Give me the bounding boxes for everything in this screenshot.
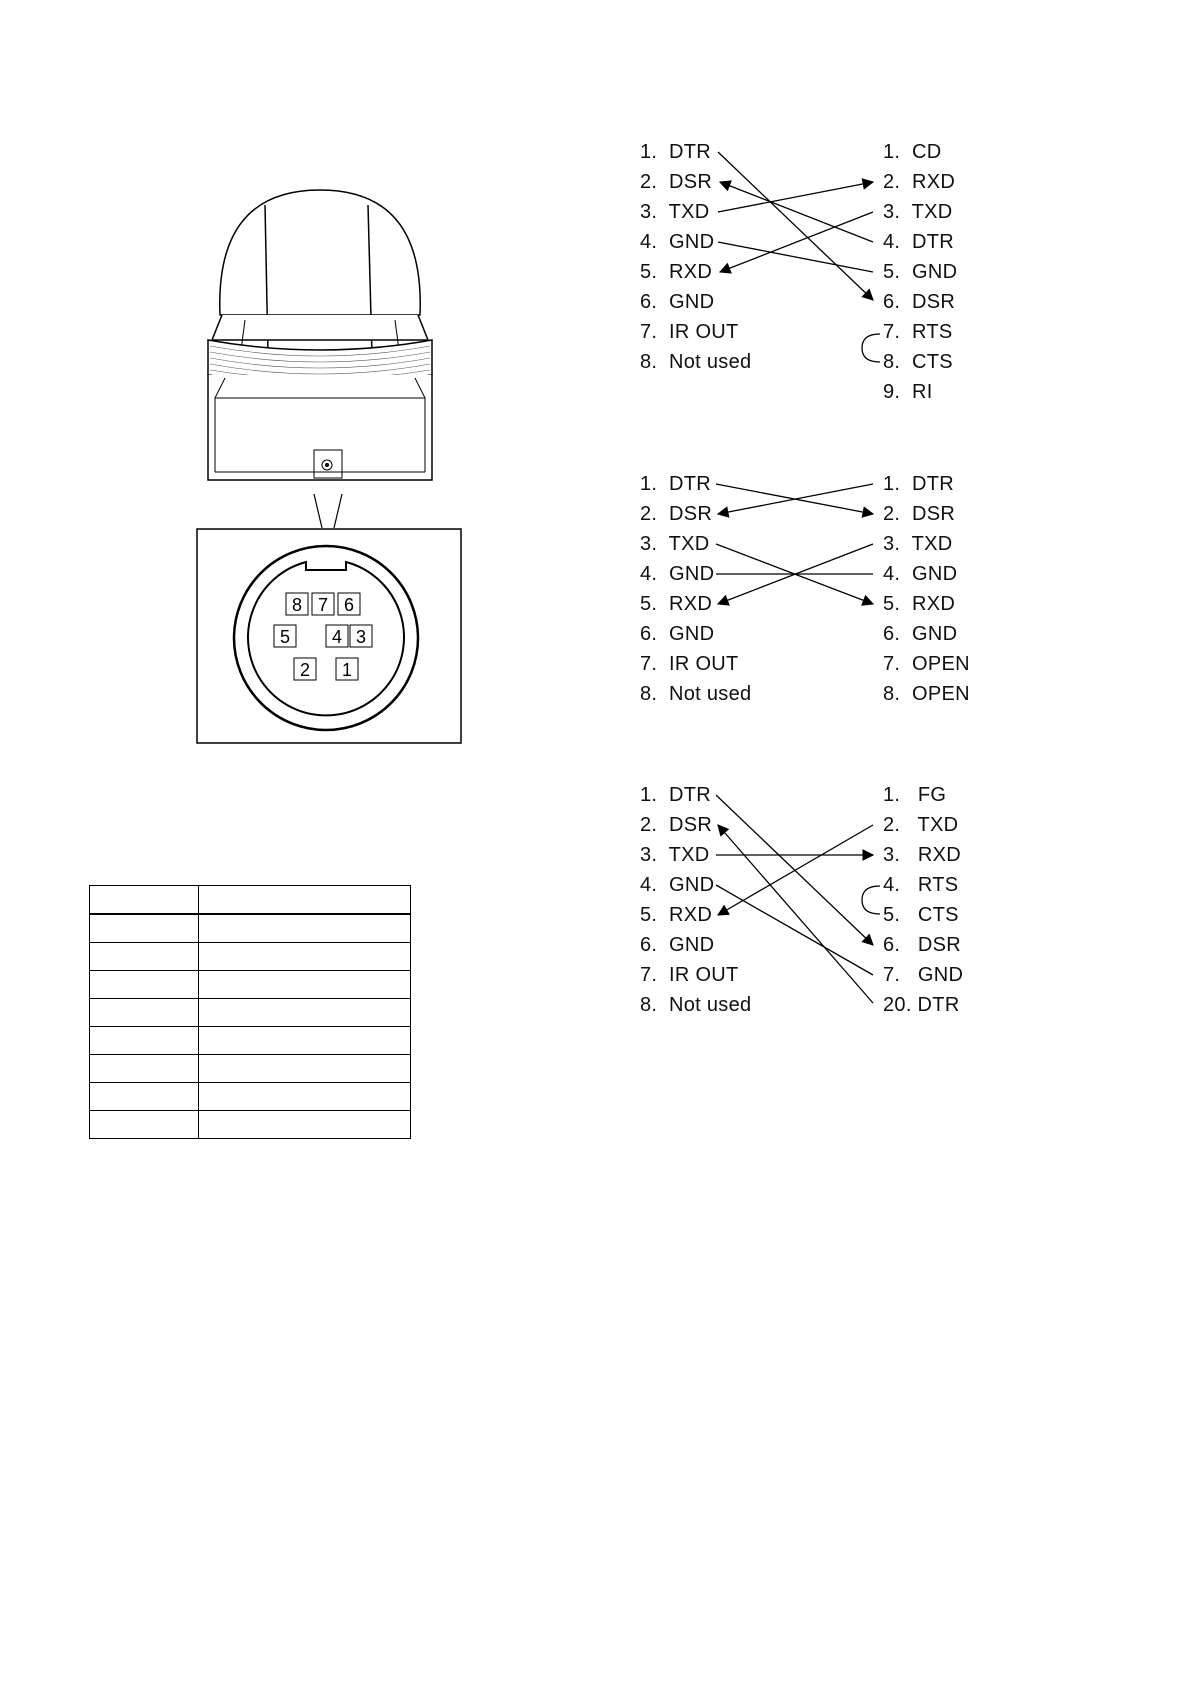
right-pin-label: 5. RXD: [883, 593, 956, 615]
left-pin-label: 8. Not used: [640, 351, 752, 373]
left-pin-label: 1. DTR: [640, 473, 711, 495]
wire: [718, 152, 873, 300]
wire: [716, 885, 873, 975]
left-pin-label: 2. DSR: [640, 171, 713, 193]
left-pin-label: 7. IR OUT: [640, 321, 739, 343]
left-pin-label: 2. DSR: [640, 503, 713, 525]
right-pin-label: 9. RI: [883, 381, 933, 403]
left-pin-label: 6. GND: [640, 291, 715, 313]
right-pin-label: 7. RTS: [883, 321, 953, 343]
right-pin-label: 5. GND: [883, 261, 958, 283]
loopback-bracket: [862, 886, 880, 914]
left-pin-label: 6. GND: [640, 623, 715, 645]
left-pin-label: 3. TXD: [640, 533, 710, 555]
right-pin-label: 5. CTS: [883, 904, 959, 926]
pin-label: 6: [343, 595, 355, 615]
left-pin-label: 1. DTR: [640, 141, 711, 163]
right-pin-label: 3. TXD: [883, 201, 953, 223]
right-pin-label: 6. DSR: [883, 291, 956, 313]
right-pin-label: 1. DTR: [883, 473, 954, 495]
right-pin-label: 6. DSR: [883, 934, 961, 956]
wire: [718, 825, 873, 1003]
left-pin-label: 8. Not used: [640, 994, 752, 1016]
left-pin-label: 7. IR OUT: [640, 653, 739, 675]
pin-label: 5: [279, 627, 291, 647]
right-pin-label: 7. GND: [883, 964, 964, 986]
right-pin-label: 3. TXD: [883, 533, 953, 555]
right-pin-label: 2. TXD: [883, 814, 959, 836]
left-pin-label: 4. GND: [640, 563, 715, 585]
pin-label: 3: [355, 627, 367, 647]
pin-label: 2: [299, 660, 311, 680]
right-pin-label: 1. FG: [883, 784, 947, 806]
left-pin-label: 5. RXD: [640, 904, 713, 926]
pin-label: 8: [291, 595, 303, 615]
right-pin-label: 2. RXD: [883, 171, 956, 193]
right-pin-label: 7. OPEN: [883, 653, 970, 675]
right-pin-label: 8. OPEN: [883, 683, 970, 705]
right-pin-label: 2. DSR: [883, 503, 956, 525]
right-pin-label: 4. RTS: [883, 874, 959, 896]
right-pin-label: 8. CTS: [883, 351, 953, 373]
left-pin-label: 4. GND: [640, 874, 715, 896]
wire: [718, 825, 873, 915]
right-pin-label: 4. GND: [883, 563, 958, 585]
left-pin-label: 4. GND: [640, 231, 715, 253]
left-pin-label: 3. TXD: [640, 201, 710, 223]
left-pin-label: 2. DSR: [640, 814, 713, 836]
right-pin-label: 20. DTR: [883, 994, 960, 1016]
wire: [718, 242, 873, 272]
wire: [720, 212, 873, 272]
right-pin-label: 4. DTR: [883, 231, 954, 253]
right-pin-label: 3. RXD: [883, 844, 961, 866]
left-pin-label: 7. IR OUT: [640, 964, 739, 986]
left-pin-label: 5. RXD: [640, 261, 713, 283]
wire: [720, 182, 873, 242]
right-pin-label: 1. CD: [883, 141, 942, 163]
left-pin-label: 1. DTR: [640, 784, 711, 806]
left-pin-label: 6. GND: [640, 934, 715, 956]
pin-label: 4: [331, 627, 343, 647]
left-pin-label: 8. Not used: [640, 683, 752, 705]
pin-label: 1: [341, 660, 353, 680]
pin-label: 7: [317, 595, 329, 615]
right-pin-label: 6. GND: [883, 623, 958, 645]
left-pin-label: 3. TXD: [640, 844, 710, 866]
left-pin-label: 5. RXD: [640, 593, 713, 615]
wire: [718, 182, 873, 212]
loopback-bracket: [862, 334, 880, 362]
